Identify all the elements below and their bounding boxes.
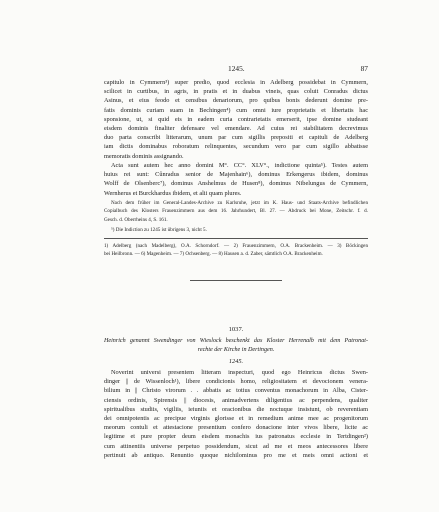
indiction-note	[104, 226, 368, 234]
regest-line: Heinrich genannt Swendinger von Wieslock beschenkt das Kloster Herrenalb mit dem Patronat-	[104, 338, 368, 344]
note-line: Nach dem früher im General-Landes-Archive zu Karlsruhe, jetzt im K. Haus- und Staats-Archive befindlichen	[111, 200, 368, 206]
body-paragraph-2	[104, 161, 368, 198]
text-line: spiritualibus studiis, vigiliis, ieiuniis et oracionibus die noctuque insistunt, ob reverentiam	[104, 405, 368, 413]
footnote-line: bei Heilbronn. — 6) Magenheim. — 7) Ochsenberg. — 8) Hausen a. d. Zaber, sämtlich O.A. Brackenheim.	[104, 251, 323, 258]
text-line: Acta sunt autem hec anno domini M°. CC°. XLV°., indictione quinta⁵). Testes autem	[111, 162, 368, 169]
text-line: duo parta conscribi litterarum, unum par cum sigillis prepositi et capituli de Adelberg	[104, 134, 368, 142]
text-line: cum attinentiis universe perpetuo possidendum, sicut ad me et meos antecessores libere	[104, 442, 368, 450]
text-line: bilium in || Christo virorum . . abbatis ac totius conventus monachorum in Alba, Cister-	[104, 387, 368, 395]
text-line: Wernherus et Burckhardus ibidem, et alii quam plures.	[104, 189, 242, 197]
body-paragraph-3	[104, 368, 368, 460]
text-line: meorum contuli et attestacione presentium confero donacione inter vivos libere, licite ac	[104, 424, 368, 432]
text-line: Asinus, et eius feodo et censibus denariorum, pro quibus bonis dederunt domine pre-	[104, 97, 368, 105]
page-header	[104, 64, 368, 74]
source-note	[104, 199, 368, 224]
document-regest	[104, 337, 368, 355]
footnote-line: 1) Adelberg (nach Madelberg), O.A. Schorndorf. — 2) Frauenzimmern, O.A. Brackenheim. — 3) Böckingen	[104, 243, 368, 249]
text-line: Noverint universi presentem litteram inspecturi, quod ego Heinricus dictus Swen-	[111, 369, 368, 376]
body-paragraph-1	[104, 78, 368, 161]
text-line: scilicet in curtibus, in agris, in pratis et in duabus vineis, quas coluit Conradus dictus	[104, 88, 368, 96]
text-line: huius rei sunt: Cûnradus senior de Majenhain⁶), dominus Erkengerus ibidem, dominus	[104, 171, 368, 179]
note-line: ⁵) Die Indiction zu 1245 ist übrigens 3, nicht 5.	[111, 227, 207, 233]
regest-line: rechte der Kirche in Dertingen.	[197, 347, 275, 354]
text-line: eisdem dominis finaliter defensare vel emendare. Ad cuius rei stabilitatem decrevimus	[104, 124, 368, 132]
footnotes	[104, 242, 368, 259]
document-date: 1245.	[228, 358, 244, 365]
text-line: sponsione, ut, si quid eis in eadem curia contrarietatis emerserit, ipse domine studeant	[104, 115, 368, 123]
running-year: 1245.	[228, 64, 245, 73]
text-line: dinger || de Wissenloch¹), libere condicionis homo, religiositatem et devocionem venera-	[104, 378, 368, 386]
note-line: Gesch. d. Oberrheins 4, S. 161.	[104, 216, 168, 223]
text-line: ciensis ordinis, Spirensis || diocesis, animadvertens diligentius ac perpendens, qualiter	[104, 396, 368, 404]
text-line: Wolff de Olsenberc⁷), dominus Anshelmus de Husen⁸), dominus Nibelungus de Cymmern,	[104, 180, 368, 188]
text-line: legitime et pure propter deum eisdem monachis ius patronatus ecclesie in Tertdingen²)	[104, 433, 368, 441]
text-line: memoratis dominis assignando.	[104, 152, 184, 160]
text-line: capitulo in Cymmern³) super predio, quod ecclesia in Adelberg possidebat in Cymmern,	[104, 79, 368, 86]
text-line: fatis dominis curiam suam in Bechingen⁴) cum omni iure proprietatis et libertatis hac	[104, 106, 368, 114]
note-line: Copialbuch des Klosters Frauenzimmern aus dem 16. Jahrhundert, Bl. 27. — Abdruck bei Mone, Zeitschr. f. d.	[104, 208, 368, 215]
text-line: iam dictis dominabus roboratum relinquentes, secundum vero par cum sigillo abbatisse	[104, 143, 368, 151]
document-number: 1037.	[228, 326, 244, 333]
footnote-rule	[104, 238, 368, 239]
page-number: 87	[360, 64, 368, 73]
text-line: dei omnipotentis ac precipue virginis glorisse et in remedium anime mee ac progenitorum	[104, 414, 368, 422]
text-line: pertinuit ab antiquo. Renuntio quoque nichilominus pro me et meis omni actioni et	[104, 451, 368, 459]
section-divider	[190, 280, 282, 281]
